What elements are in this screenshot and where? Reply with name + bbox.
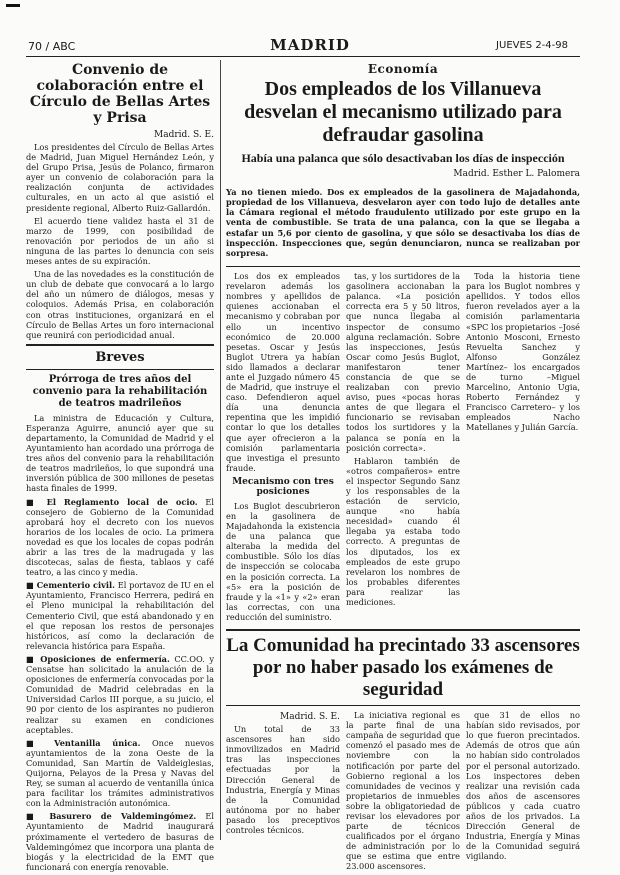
breves-title: Breves [95, 349, 145, 365]
article-paragraph: tas, y los surtidores de la gasolinera accionaban la palanca. «La posición correcta era 5 y 50 litros, que nunca llegaba al inspector de consumo alguna reclamación. Sobre las inspecciones, Jesús Oscar como Jesús Buglot, manifestaron tener constancia de que se realizaban con previo aviso, pues «pocas horas antes de que llegara el funcionario se revisaban todos los surtidores y la palanca se ponía en la posición correcta». [346, 271, 460, 453]
breve-lead: Cementerio civil. [36, 580, 115, 591]
page-header [0, 0, 620, 56]
subsection-heading: Mecanismo con tres posiciones [232, 476, 334, 497]
text-column [466, 271, 580, 625]
ascensores-headline: La Comunidad ha precintado 33 ascensores por no haber pasado los exámenes de seguridad [226, 635, 580, 701]
breve-item: ■ Basurero de Valdemingómez. El Ayuntamiento de Madrid inaugurará próximamente el vertedero de basuras de Valdemingómez que incorpora una planta de biogás y la electricidad de la EMT que funcionará con energía renovable. [26, 811, 214, 872]
divider [226, 266, 580, 267]
breve-text: El portavoz de IU en el Ayuntamiento, Francisco Herrera, pedirá en el Pleno municipal la rehabilitación del Cementerio Civil, que está abandonado y en el que reposan los restos de personajes históricos, así como la declaración de relevancia histórica para España. [26, 580, 215, 651]
corner-mark [6, 4, 20, 7]
breve-lead: Basurero de Valdemingómez. [49, 811, 197, 822]
article-paragraph: Un total de 33 ascensores han sido inmovilizados en Madrid tras las inspecciones efectuadas por la Dirección General de Industria, Energía y Minas de la Comunidad autónoma por no haber pasado los preceptivos controles técnicos. [226, 724, 340, 835]
text-column [466, 710, 580, 875]
issue-date: JUEVES 2-4-98 [496, 40, 568, 51]
main-headline: Dos empleados de los Villanueva desvelan el mecanismo utilizado para defraudar gasolina [244, 78, 562, 146]
divider [226, 629, 580, 631]
breve-lead: Ventanilla única. [54, 737, 141, 748]
breve-text: El consejero de Gobierno de la Comunidad aprobará hoy el decreto con los nuevos horarios de los locales de ocio. La primera novedad es que los locales de copas podrán abrir a las tres de la madrugada y las discotecas, salas de fiesta, tablaos y café teatro, a las cinco y media. [26, 496, 214, 578]
article-paragraph: Los Buglot descubrieron en la gasolinera de Majadahonda la existencia de una palanca que alteraba la medida del combustible. Sólo los días de inspección se colocaba en la posición correcta. La «5» era la posición de fraude y la «1» y «2» eran las correctas, con una reducción del suministro. [226, 500, 340, 622]
article-paragraph: Hablaron también de «otros compañeros» entre el inspector Segundo Sanz y los responsables de la estación de servicio, aunque «no había necesidad» cuando él llegaba ya estaba todo correcto. A preguntas de los diputados, los ex empleados de este grupo revelaron los nombres de los probables diferentes para realizar las mediciones. [346, 455, 460, 608]
page-number: 70 / ABC [28, 40, 76, 53]
divider [26, 369, 214, 370]
breve-lead: El Reglamento local de ocio. [46, 496, 198, 507]
section-title: MADRID [270, 36, 350, 54]
main-subheadline: Había una palanca que sólo desactivaban los días de inspección [241, 151, 565, 165]
section-kicker: Economía [367, 62, 439, 76]
convenio-paragraph: El acuerdo tiene validez hasta el 31 de marzo de 1999, con posibilidad de renovación por periodos de un año si ninguna de las partes lo denuncia con seis meses antes de su expiración. [26, 215, 214, 267]
breves-headline: Prórroga de tres años del convenio para la rehabilitación de teatros madrileños [32, 373, 208, 409]
breve-lead: Oposiciones de enfermería. [40, 653, 170, 664]
left-column [26, 60, 215, 872]
main-columns [226, 271, 580, 625]
divider [226, 705, 580, 706]
breve-item: ■ Oposiciones de enfermería. CC.OO. y Censatse han solicitado la anulación de la oposiciones de enfermería convocadas por la Comunidad de Madrid celebradas en la Universidad Carlos III porque, a su juicio, el 90 por ciento de los aspirantes no pudieron realizar su examen en condiciones aceptables. [26, 653, 214, 735]
header-rule [26, 56, 580, 57]
text-column [226, 271, 340, 625]
article-paragraph: La iniciativa regional es la parte final de una campaña de seguridad que comenzó el pasado mes de noviembre con la notificación por parte del Gobierno regional a los comunidades de vecinos y propietarios de inmuebles sobre la obligatoriedad de revisar los elevadores por parte de técnicos cualificados por el órgano de administración por lo que se estima que entre 23.000 ascensores. [346, 710, 460, 872]
breve-text: Once nuevos ayuntamientos de la zona Oeste de la Comunidad, San Martín de Valdeiglesias, Quijorna, Pelayos de la Presa y Navas del Rey, se suman al acuerdo de ventanilla única para facilitar los trámites administrativos con la Administración autonómica. [26, 737, 215, 809]
right-column [226, 60, 580, 875]
main-lead: Ya no tienen miedo. Dos ex empleados de la gasolinera de Majadahonda, propiedad de los Villanueva, desvelaron ayer con todo lujo de detalles ante la Cámara regional el método fraudulento utilizado por este grupo en la venta de combustible. Se trata de una palanca, con la que se llegaba a estafar un 5,6 por ciento de gasolina, y que sólo se desactivaba los días de inspección. Inspecciones que, según denunciaron, nunca se realizaban por sorpresa. [226, 187, 580, 258]
breve-item: ■ Cementerio civil. El portavoz de IU en el Ayuntamiento, Francisco Herrera, pedirá en el Pleno municipal la rehabilitación del Cementerio Civil, que está abandonado y en el que reposan los restos de personajes históricos, así como la declaración de relevancia histórica para España. [26, 580, 215, 651]
ascensores-columns [226, 710, 580, 875]
article-paragraph: que 31 de ellos no habían sido revisados, por lo que fueron precintados. Además de otros que aún no habían sido controlados por el personal autorizado. Los inspectores deben realizar una revisión cada dos años de ascensores públicos y cada cuatro años de los privados. La Dirección General de Industria, Energía y Minas de la Comunidad seguirá vigilando. [466, 710, 580, 862]
breve-item: ■ El Reglamento local de ocio. El consejero de Gobierno de la Comunidad aprobará hoy el decreto con los nuevos horarios de los locales de ocio. La primera novedad es que los locales de copas podrán abrir a las tres de la madrugada y las discotecas, salas de fiesta, tablaos y café teatro, a las cinco y media. [26, 496, 214, 578]
breve-text: CC.OO. y Censatse han solicitado la anulación de la oposiciones de enfermería convocadas por la Comunidad de Madrid celebradas en la Universidad Carlos III porque, a su juicio, el 90 por ciento de los aspirantes no pudieron realizar su examen en condiciones aceptables. [26, 653, 214, 735]
breve-item: ■ Ventanilla única. Once nuevos ayuntamientos de la zona Oeste de la Comunidad, San Martín de Valdeiglesias, Quijorna, Pelayos de la Presa y Navas del Rey, se suman al acuerdo de ventanilla única para facilitar los trámites administrativos con la Administración autonómica. [26, 737, 215, 809]
text-column [346, 710, 460, 875]
convenio-byline: Madrid. S. E. [153, 130, 214, 140]
convenio-paragraph: Los presidentes del Círculo de Bellas Artes de Madrid, Juan Miguel Hernández León, y del Grupo Prisa, Jesús de Polanco, firmaron ayer un convenio de colaboración para la realización conjunta de actividades culturales, en un acto al que asistió el presidente regional, Alberto Ruiz-Gallardón. [26, 142, 214, 213]
ascensores-byline: Madrid. S. E. [279, 712, 340, 723]
article-paragraph: Toda la historia tiene para los Buglot nombres y apellidos. Y todos ellos fueron revelados ayer a la comisión parlamentaria «SPC los propietarios –José Antonio Mosconi, Ernesto Revuelta Sanchez y Alfonso González Martínez– los encargados de turno –Miguel Marcelino, Antonio Ugia, Roberto Fernández y Francisco Carretero– y los empleados Nacho Matellanes y Julián García. [466, 271, 580, 433]
breve-text: El Ayuntamiento de Madrid inaugurará próximamente el vertedero de basuras de Valdemingómez que incorpora una planta de biogás y la electricidad de la EMT que funcionará con energía renovable. [26, 811, 214, 872]
text-column [226, 710, 340, 875]
convenio-headline: Convenio de colaboración entre el Círculo de Bellas Artes y Prisa [29, 62, 211, 126]
divider [26, 344, 214, 346]
main-byline: Madrid. Esther L. Palomera [453, 169, 580, 179]
breves-paragraph: La ministra de Educación y Cultura, Esperanza Aguirre, anunció ayer que su departamento, la Comunidad de Madrid y el Ayuntamiento han acordado una prórroga de tres años del convenio para la rehabilitación de teatros madrileños, lo que supondrá una inversión pública de 300 millones de pesetas hasta finales de 1999. [26, 412, 214, 494]
convenio-paragraph: Una de las novedades es la constitución de un club de debate que convocará a lo largo del año un número de diálogos, mesas y coloquios. Además Prisa, en colaboración con otras instituciones, organizará en el Círculo de Bellas Artes un foro internacional que reunirá con periodicidad anual. [26, 269, 214, 340]
text-column [346, 271, 460, 625]
article-paragraph: Los dos ex empleados revelaron además los nombres y apellidos de quienes accionaban el mecanismo y cobraban por ello un incentivo económico de 20.000 pesetas. Oscar y Jesús Buglot Utrera ya habían sido llamados a declarar ante el Juzgado número 45 de Madrid, que instruye el caso. Defendieron aquel día una denuncia repentina que les impidió contar lo que los detalles que ayer ofrecieron a la comisión parlamentaria que investiga el presunto fraude. [226, 271, 340, 473]
column-rule [220, 60, 221, 840]
